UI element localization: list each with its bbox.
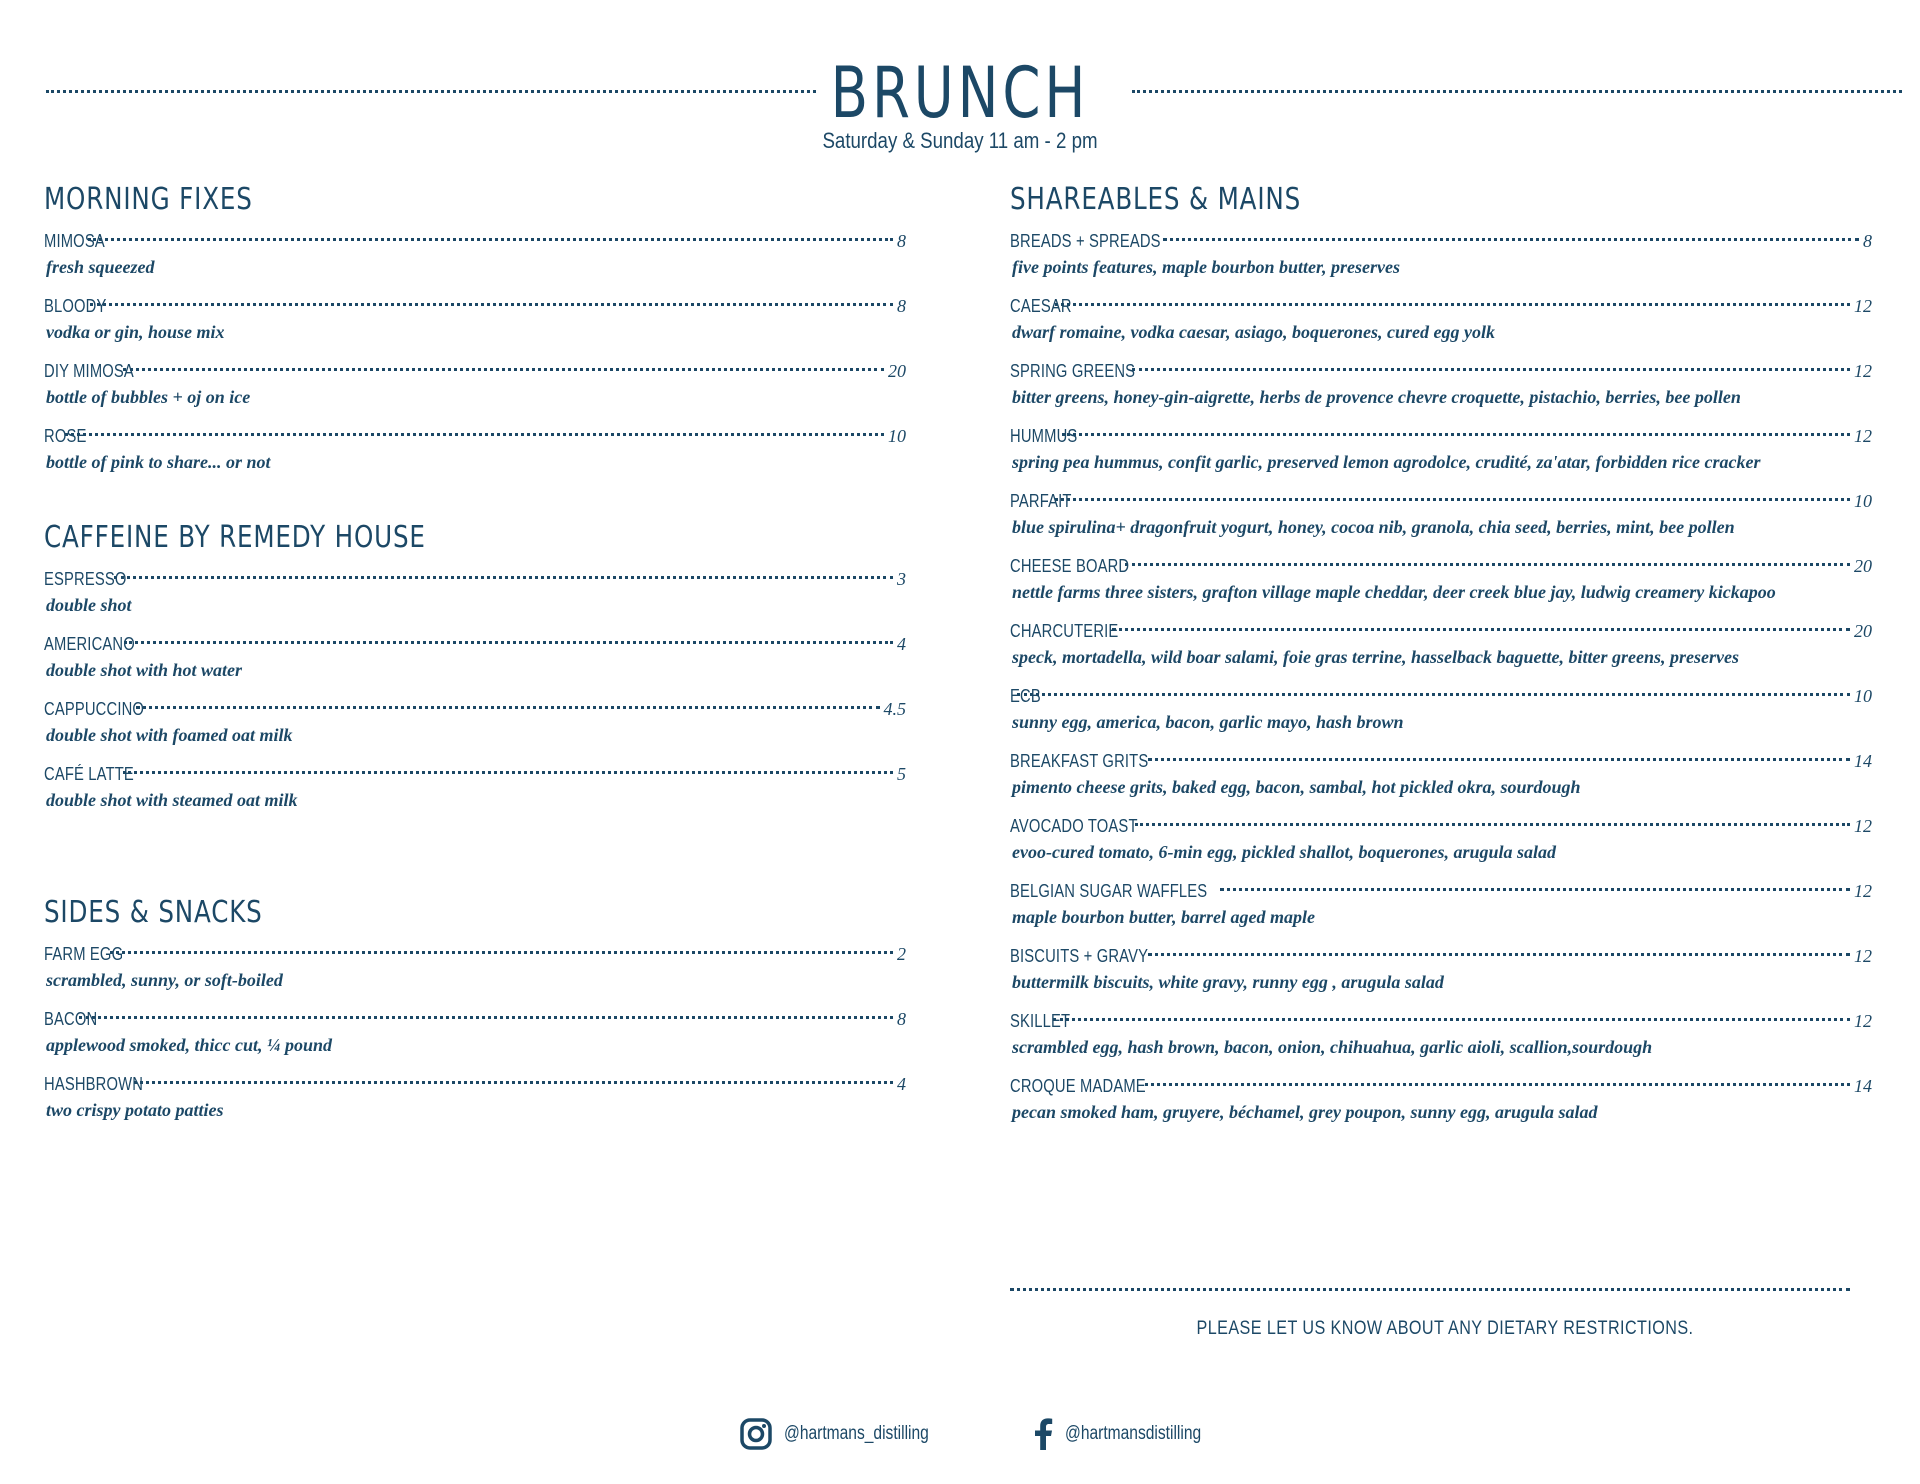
menu-item-description: applewood smoked, thicc cut, ¼ pound [46,1035,333,1055]
dot-leader [1112,628,1850,631]
menu-item-row [1010,423,1872,449]
menu-item-name: ECB [1010,686,1041,706]
menu-item-description: two crispy potato patties [46,1100,224,1120]
menu-item-price: 8 [1863,231,1872,251]
menu-item [44,696,906,761]
menu-item [1010,423,1872,488]
menu-item-row [1010,488,1872,514]
menu-item-description: double shot with hot water [46,660,243,680]
menu-item [1010,488,1872,553]
menu-section [44,180,906,488]
menu-item-price: 12 [1854,881,1872,901]
dot-leader [79,1016,893,1019]
menu-item [1010,553,1872,618]
menu-item [44,761,906,826]
menu-item-row [44,631,906,657]
menu-item-description: maple bourbon butter, barrel aged maple [1012,907,1316,927]
menu-section [44,893,906,1136]
section-title: SHAREABLES & MAINS [1010,182,1302,217]
menu-item-price: 10 [1854,686,1872,706]
menu-item [44,566,906,631]
dot-leader [110,951,893,954]
menu-item-price: 10 [888,426,906,446]
menu-item-price: 10 [1854,491,1872,511]
menu-item-row [44,423,906,449]
page-title: BRUNCH [830,52,1090,134]
menu-item-description: vodka or gin, house mix [46,322,225,342]
dietary-notice: PLEASE LET US KNOW ABOUT ANY DIETARY RESTRICTIONS. [1196,1318,1694,1339]
menu-item [1010,358,1872,423]
dot-leader [1125,563,1850,566]
menu-item-name: SPRING GREENS [1010,361,1136,381]
menu-item-price: 12 [1854,946,1872,966]
menu-item [44,941,906,1006]
menu-item-description: five points features, maple bourbon butter, preserves [1012,257,1400,277]
menu-item-description: double shot [46,595,132,615]
menu-item [1010,1073,1872,1138]
menu-item-name: FARM EGG [44,944,124,964]
dot-leader [65,433,884,436]
dot-leader [114,576,893,579]
menu-item-name: AMERICANO [44,634,135,654]
menu-item-row [1010,358,1872,384]
menu-item-price: 12 [1854,426,1872,446]
menu-item-price: 4.5 [883,699,906,719]
menu-item-row [44,696,906,722]
section-title: SIDES & SNACKS [44,895,263,930]
menu-item-row [1010,813,1872,839]
menu-item [1010,618,1872,683]
menu-item-row [1010,1008,1872,1034]
menu-section [1010,180,1872,1138]
menu-item-row [44,566,906,592]
dot-leader [1017,693,1850,696]
menu-item-description: scrambled egg, hash brown, bacon, onion, chihuahua, garlic aioli, scallion,sourdough [1012,1037,1653,1057]
dot-leader [1135,823,1850,826]
menu-item-price: 20 [1854,621,1872,641]
menu-item-name: ROSE [44,426,87,446]
menu-item [1010,683,1872,748]
menu-item-price: 20 [1854,556,1872,576]
menu-item-description: scrambled, sunny, or soft-boiled [46,970,283,990]
menu-item-row [1010,683,1872,709]
menu-item [44,228,906,293]
menu-item-price: 8 [897,296,906,316]
menu-item-name: CAPPUCCINO [44,699,145,719]
menu-item-price: 12 [1854,816,1872,836]
dot-leader [1163,238,1859,241]
instagram-link[interactable] [740,1418,961,1450]
footer-divider [1010,1288,1850,1291]
menu-item-name: BREADS + SPREADS [1010,231,1161,251]
menu-item-description: double shot with steamed oat milk [46,790,298,810]
menu-item-description: fresh squeezed [46,257,155,277]
menu-item-price: 14 [1854,1076,1872,1096]
menu-item-price: 14 [1854,751,1872,771]
menu-item-description: evoo-cured tomato, 6-min egg, pickled shallot, boquerones, arugula salad [1012,842,1557,862]
dot-leader [1055,303,1850,306]
menu-item-row [44,761,906,787]
menu-item-name: PARFAIT [1010,491,1072,511]
menu-item [1010,878,1872,943]
menu-section [44,518,906,826]
menu-item-name: AVOCADO TOAST [1010,816,1138,836]
menu-item-price: 12 [1854,1011,1872,1031]
menu-item-row [1010,943,1872,969]
menu-item-price: 3 [897,569,906,589]
dot-leader [123,368,884,371]
menu-item-row [1010,293,1872,319]
menu-item-row [44,228,906,254]
menu-item-description: buttermilk biscuits, white gravy, runny egg , arugula salad [1012,972,1444,992]
dot-leader [88,238,893,241]
page-subtitle: Saturday & Sunday 11 am - 2 pm [822,128,1098,153]
menu-item-price: 2 [897,944,906,964]
menu-item-description: pimento cheese grits, baked egg, bacon, sambal, hot pickled okra, sourdough [1012,777,1581,797]
menu-item-description: pecan smoked ham, gruyere, béchamel, grey poupon, sunny egg, arugula salad [1012,1102,1598,1122]
menu-item-name: CAESAR [1010,296,1072,316]
menu-item-price: 5 [897,764,906,784]
dot-leader [1220,888,1850,891]
menu-item-name: BREAKFAST GRITS [1010,751,1149,771]
section-title: MORNING FIXES [44,182,253,217]
menu-item-price: 4 [897,634,906,654]
menu-item-name: BACON [44,1009,98,1029]
facebook-icon [1033,1418,1053,1450]
dot-leader [1062,433,1850,436]
instagram-icon [740,1418,772,1450]
menu-item-description: nettle farms three sisters, grafton village maple cheddar, deer creek blue jay, ludwig creamery kickapoo [1012,582,1776,602]
menu-item-name: HUMMUS [1010,426,1078,446]
menu-item-description: bitter greens, honey-gin-aigrette, herbs de provence chevre croquette, pistachio, berries, bee pollen [1012,387,1741,407]
dot-leader [1145,1083,1850,1086]
menu-item-name: SKILLET [1010,1011,1071,1031]
menu-item-name: DIY MIMOSA [44,361,134,381]
menu-item-description: bottle of bubbles + oj on ice [46,387,251,407]
menu-item [44,1006,906,1071]
menu-item-row [1010,618,1872,644]
menu-item-row [1010,553,1872,579]
menu-item [1010,1008,1872,1073]
menu-item-row [1010,878,1872,904]
menu-item-name: BELGIAN SUGAR WAFFLES [1010,881,1208,901]
dot-leader [1055,498,1850,501]
menu-item [1010,228,1872,293]
dot-leader [134,1081,893,1084]
menu-item-name: CROQUE MADAME [1010,1076,1146,1096]
menu-item-price: 4 [897,1074,906,1094]
section-title: CAFFEINE BY REMEDY HOUSE [44,520,426,555]
menu-item-row [44,941,906,967]
menu-item-row [1010,1073,1872,1099]
menu-item-row [44,1071,906,1097]
dot-leader [123,771,893,774]
menu-item-description: speck, mortadella, wild boar salami, foie gras terrine, hasselback baguette, bitter greens, preserves [1012,647,1739,667]
dot-leader [1148,953,1850,956]
menu-item-price: 8 [897,1009,906,1029]
menu-item [44,358,906,423]
menu-item-price: 20 [888,361,906,381]
menu-item-price: 12 [1854,296,1872,316]
menu-item [44,423,906,488]
menu-item [1010,943,1872,1008]
menu-item-name: CAFÉ LATTE [44,764,134,784]
menu-item-description: bottle of pink to share... or not [46,452,271,472]
dot-leader [90,303,893,306]
menu-item [44,1071,906,1136]
dot-leader [124,641,893,644]
menu-item-name: CHEESE BOARD [1010,556,1130,576]
menu-item-row [1010,748,1872,774]
menu-item-description: blue spirulina+ dragonfruit yogurt, honey, cocoa nib, granola, chia seed, berries, mint, bee pollen [1012,517,1735,537]
dot-leader [1148,758,1850,761]
menu-item-description: dwarf romaine, vodka caesar, asiago, boquerones, cured egg yolk [1012,322,1495,342]
menu-item [1010,813,1872,878]
menu-item [44,631,906,696]
menu-item-name: BISCUITS + GRAVY [1010,946,1149,966]
menu-item [1010,748,1872,813]
facebook-link[interactable] [1033,1418,1231,1450]
menu-item [44,293,906,358]
dot-leader [136,706,880,709]
menu-item-row [44,293,906,319]
menu-item-name: CHARCUTERIE [1010,621,1119,641]
menu-item-row [44,1006,906,1032]
menu-item-name: ESPRESSO [44,569,127,589]
menu-item-row [44,358,906,384]
menu-item-price: 8 [897,231,906,251]
menu-item [1010,293,1872,358]
menu-item-price: 12 [1854,361,1872,381]
instagram-handle: @hartmans_distilling [784,1423,929,1444]
menu-item-description: double shot with foamed oat milk [46,725,293,745]
menu-item-name: HASHBROWN [44,1074,144,1094]
menu-item-name: BLOODY [44,296,107,316]
dot-leader [1132,368,1850,371]
menu-item-description: sunny egg, america, bacon, garlic mayo, hash brown [1012,712,1404,732]
menu-item-row [1010,228,1872,254]
menu-item-description: spring pea hummus, confit garlic, preserved lemon agrodolce, crudité, za'atar, forbidden rice cracker [1012,452,1761,472]
menu-item-name: MIMOSA [44,231,105,251]
dot-leader [1053,1018,1850,1021]
facebook-handle: @hartmansdistilling [1065,1423,1202,1444]
